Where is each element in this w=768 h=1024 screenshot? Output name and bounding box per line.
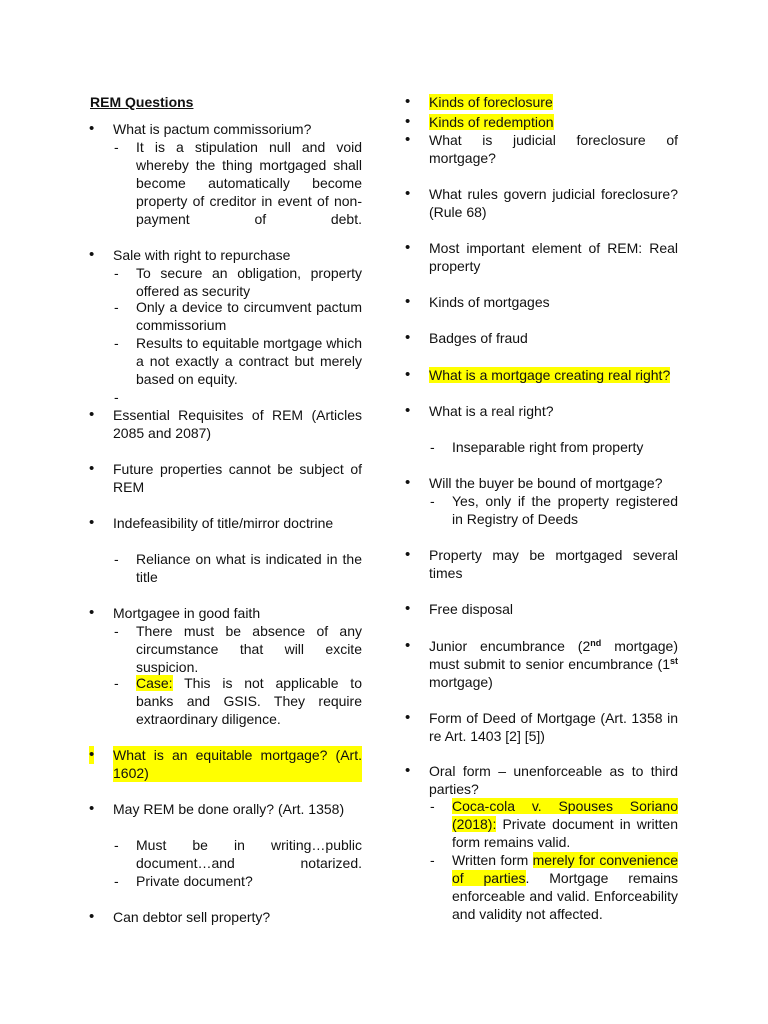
list-item: • Can debtor sell property? [113,908,362,926]
sub-item [136,674,362,728]
case-text: Private document in written form remains valid. [452,816,678,850]
highlighted-text: What is a mortgage creating real right? [429,367,671,383]
list-item: • Free disposal [429,600,678,618]
list-item: • Mortgagee in good faith [113,604,362,622]
list-item-highlighted [429,113,678,131]
list-item: • Most important element of REM: Real property [429,239,678,275]
highlighted-text: merely for convenience of parties [452,852,678,886]
list-item: • Essential Requisites of REM (Articles 2085 and 2087) [113,406,362,442]
sub-item [452,851,678,923]
sub-item: - It is a stipulation null and void whereby the thing mortgaged shall become automatically become property of creditor in event of non-payment of debt. [136,138,362,228]
sub-item: - Reliance on what is indicated in the title [136,550,362,586]
document-title: REM Questions [90,94,194,110]
sub-item: - Private document? [136,872,362,890]
text-part: Written form [452,852,533,868]
list-item: • Kinds of mortgages [429,293,678,311]
text-part: Junior encumbrance (2 [429,638,591,654]
sub-item: - Inseparable right from property [452,438,678,456]
list-item: • Property may be mortgaged several times [429,546,678,582]
list-item: • Badges of fraud [429,329,678,347]
list-item: • What is a real right? [429,402,678,420]
list-item-highlighted [429,93,678,111]
case-label: Case: [136,675,173,691]
sub-item: - Yes, only if the property registered in Registry of Deeds [452,492,678,528]
case-text: This is not applicable to banks and GSIS. They require extraordinary diligence. [136,675,362,727]
sub-item: - To secure an obligation, property offered as security [136,264,362,300]
list-item: • Will the buyer be bound of mortgage? [429,474,678,492]
highlighted-text: Kinds of foreclosure [429,94,553,110]
list-item: • May REM be done orally? (Art. 1358) [113,800,362,818]
text-part: mortgage) [429,674,493,690]
superscript: st [669,656,678,666]
list-item: • What is pactum commissorium? [113,120,362,138]
list-item: • What rules govern judicial foreclosure? (Rule 68) [429,185,678,221]
case-citation: Coca-cola v. Spouses Soriano (2018): [452,798,678,832]
highlighted-text: Kinds of redemption [429,114,554,130]
list-item-highlighted [429,366,678,384]
list-item: • Form of Deed of Mortgage (Art. 1358 in re Art. 1403 [2] [5]) [429,709,678,745]
sub-item: - There must be absence of any circumstance that will excite suspicion. [136,622,362,676]
list-item: • What is judicial foreclosure of mortgage? [429,131,678,167]
list-item: • Sale with right to repurchase [113,246,362,264]
text-part: . Mortgage remains enforceable and valid. Enforceability and validity not affected. [452,870,679,922]
list-item: • Oral form – unenforceable as to third parties? [429,762,678,798]
list-item: • Indefeasibility of title/mirror doctrine [113,514,362,532]
text-part: mortgage) must submit to senior encumbrance (1 [429,638,678,672]
sub-item: - Only a device to circumvent pactum commissorium [136,298,362,334]
sub-item [452,797,678,851]
sub-item: - Must be in writing…public document…and notarized. [136,836,362,872]
superscript: nd [590,638,602,648]
list-item [429,637,678,691]
sub-item: - Results to equitable mortgage which a not exactly a contract but merely based on equity. [136,334,362,388]
list-item: • Future properties cannot be subject of REM [113,460,362,496]
list-item-highlighted: • What is an equitable mortgage? (Art. 1602) [113,746,362,782]
